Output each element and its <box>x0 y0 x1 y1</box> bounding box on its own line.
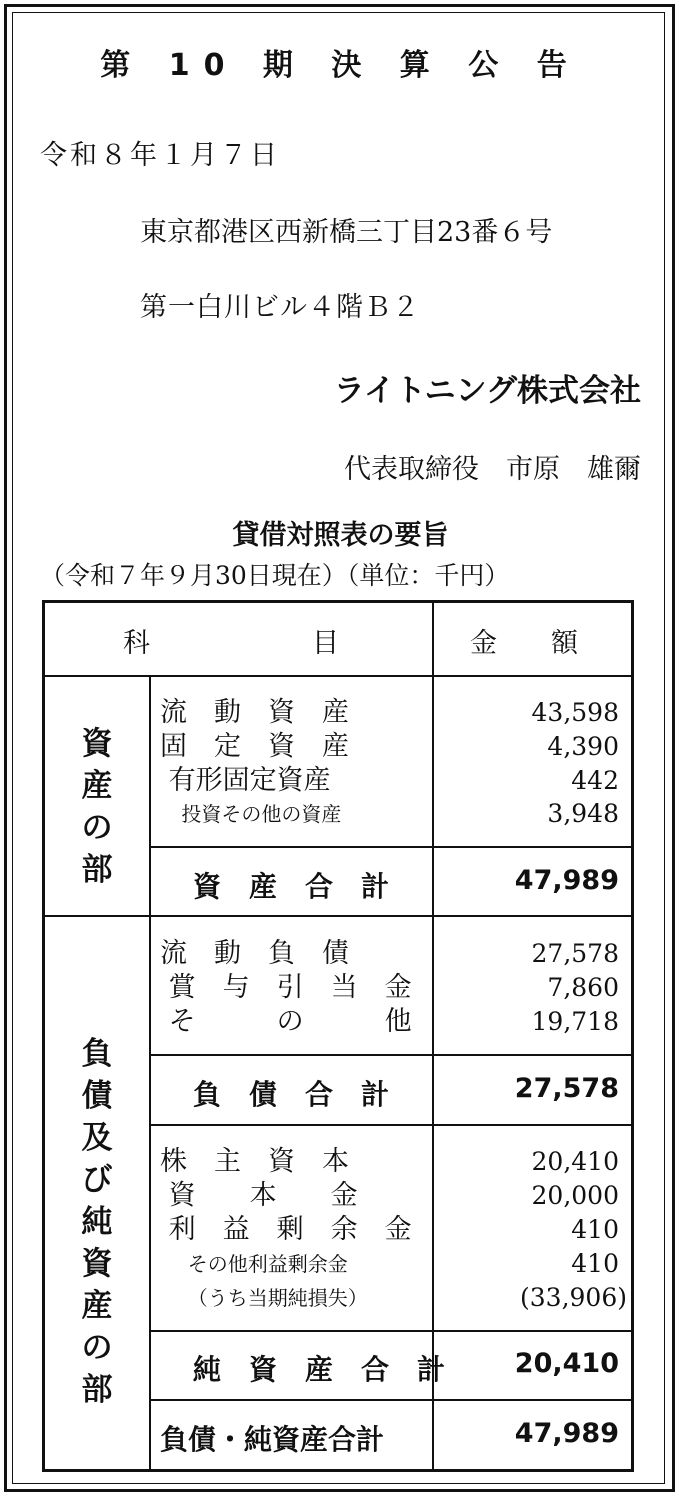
liabilities-section-label: 負 債 及 び 純 資 産 の 部 <box>81 1036 113 1408</box>
rule <box>149 1330 631 1332</box>
row-label: 利 益 剰 余 金 <box>160 1214 412 1245</box>
balance-sheet-subtitle: （令和７年９月30日現在）（単位：千円） <box>40 561 510 590</box>
row-label: その他利益剰余金 <box>175 1252 348 1276</box>
assets-total-value: 47,989 <box>514 865 619 896</box>
notice-date: 令和８年１月７日 <box>40 140 280 171</box>
header-item: 科 目 <box>123 628 339 659</box>
row-value: 3,948 <box>547 799 619 828</box>
row-value: 410 <box>571 1249 619 1278</box>
row-label: 投資その他の資産 <box>175 802 342 826</box>
liabilities-total-label: 負 債 合 計 <box>193 1078 390 1111</box>
row-value: 43,598 <box>531 698 619 727</box>
section-divider <box>149 675 151 1472</box>
address-line-1: 東京都港区西新橋三丁目23番６号 <box>140 217 553 248</box>
row-label: 流 動 負 債 <box>160 938 349 969</box>
row-value: 7,860 <box>547 973 619 1002</box>
row-value: 442 <box>571 766 619 795</box>
row-label: 賞 与 引 当 金 <box>160 972 412 1003</box>
notice-title: 第 10 期 決 算 公 告 <box>100 48 581 83</box>
rule <box>149 846 631 848</box>
row-label: 資 本 金 <box>160 1180 358 1211</box>
equity-total-label: 純 資 産 合 計 <box>193 1353 446 1386</box>
row-label: 株 主 資 本 <box>160 1146 349 1177</box>
rule <box>149 1124 631 1126</box>
amount-divider <box>432 603 434 1472</box>
row-label: 固 定 資 産 <box>160 731 349 762</box>
liabilities-total-value: 27,578 <box>514 1073 619 1104</box>
row-value: 4,390 <box>547 732 619 761</box>
row-value: 20,000 <box>531 1181 619 1210</box>
row-value: 27,578 <box>531 939 619 968</box>
row-value: (33,906) <box>520 1283 627 1312</box>
assets-section-label: 資 産 の 部 <box>81 726 113 888</box>
row-value: 19,718 <box>531 1007 619 1036</box>
header-rule <box>45 675 631 677</box>
address-line-2: 第一白川ビル４階Ｂ２ <box>140 292 420 323</box>
company-name: ライトニング株式会社 <box>333 373 641 409</box>
grand-total-label: 負債・純資産合計 <box>160 1423 385 1456</box>
row-label: （うち当期純損失） <box>175 1286 368 1310</box>
assets-total-label: 資 産 合 計 <box>193 870 390 903</box>
row-label: そ の 他 <box>160 1006 412 1037</box>
grand-total-value: 47,989 <box>514 1418 619 1449</box>
rule <box>149 1054 631 1056</box>
equity-total-value: 20,410 <box>514 1348 619 1379</box>
representative: 代表取締役 市原 雄爾 <box>344 454 641 485</box>
rule <box>149 1399 631 1401</box>
row-label: 有形固定資産 <box>160 765 331 796</box>
row-value: 410 <box>571 1215 619 1244</box>
balance-sheet-title: 貸借対照表の要旨 <box>232 520 449 551</box>
rule <box>45 915 631 917</box>
row-label: 流 動 資 産 <box>160 697 349 728</box>
row-value: 20,410 <box>531 1147 619 1176</box>
balance-sheet-table <box>42 600 634 1472</box>
header-amount: 金 額 <box>470 628 578 659</box>
